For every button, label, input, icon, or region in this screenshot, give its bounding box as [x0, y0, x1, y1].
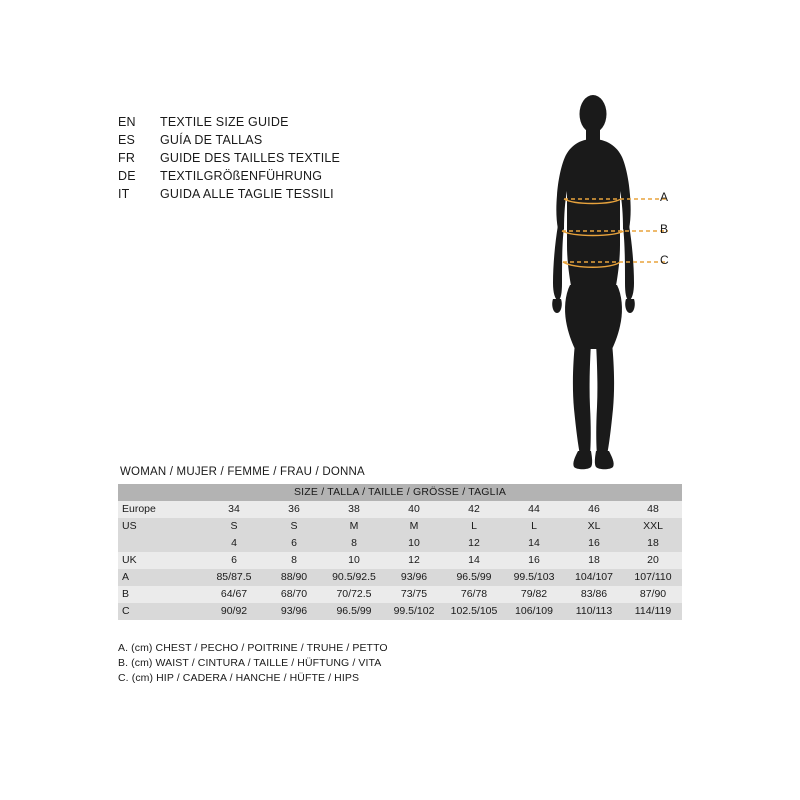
- language-row-it: [118, 185, 418, 203]
- language-row-fr: [118, 149, 418, 167]
- legend-item-a: A. (cm) CHEST / PECHO / POITRINE / TRUHE / PETTO: [118, 642, 388, 654]
- table-cell: 107/110: [634, 571, 672, 583]
- row-label: UK: [122, 554, 137, 566]
- table-row: [118, 569, 682, 586]
- table-row: [118, 501, 682, 518]
- row-label: Europe: [122, 503, 156, 515]
- table-cell: 12: [468, 537, 480, 549]
- measure-label-a: A: [660, 190, 669, 204]
- table-cell: 40: [408, 503, 420, 515]
- table-cell: 110/113: [575, 605, 613, 617]
- table-cell: 96.5/99: [456, 571, 492, 583]
- size-table: [118, 484, 682, 620]
- table-cell: 14: [468, 554, 480, 566]
- table-row: [118, 518, 682, 535]
- language-title-de: TEXTILGRÖßENFÜHRUNG: [160, 169, 323, 183]
- table-row: [118, 552, 682, 569]
- row-label: C: [122, 605, 130, 617]
- table-row: [118, 535, 682, 552]
- language-code-it: IT: [118, 187, 130, 201]
- table-band-row: [118, 484, 682, 501]
- legend-item-b: B. (cm) WAIST / CINTURA / TAILLE / HÜFTUNG / VITA: [118, 657, 382, 669]
- table-band-label: SIZE / TALLA / TAILLE / GRÖSSE / TAGLIA: [118, 484, 682, 501]
- table-cell: M: [349, 520, 359, 532]
- table-cell: 4: [231, 537, 237, 549]
- measure-label-b: B: [660, 222, 669, 236]
- table-cell: S: [290, 520, 298, 532]
- language-title-en: TEXTILE SIZE GUIDE: [160, 115, 289, 129]
- table-cell: 88/90: [280, 571, 308, 583]
- row-label: [118, 535, 204, 552]
- table-row: [118, 603, 682, 620]
- table-cell: 73/75: [400, 588, 428, 600]
- table-cell: 10: [408, 537, 420, 549]
- table-cell: 93/96: [400, 571, 428, 583]
- legend-item-c: C. (cm) HIP / CADERA / HANCHE / HÜFTE / HIPS: [118, 672, 360, 684]
- table-cell: 42: [468, 503, 480, 515]
- language-row-de: [118, 167, 418, 185]
- table-cell: 87/90: [639, 588, 667, 600]
- table-cell: 38: [348, 503, 360, 515]
- table-cell: 96.5/99: [336, 605, 372, 617]
- table-cell: M: [409, 520, 419, 532]
- language-code-es: ES: [118, 133, 136, 147]
- table-cell: 16: [528, 554, 540, 566]
- table-cell: 34: [228, 503, 240, 515]
- table-cell: 79/82: [520, 588, 548, 600]
- table-cell: 104/107: [575, 571, 613, 583]
- table-cell: 46: [588, 503, 600, 515]
- table-cell: 99.5/103: [513, 571, 555, 583]
- table-cell: XXL: [643, 520, 663, 532]
- table-cell: 16: [588, 537, 600, 549]
- row-label: US: [122, 520, 137, 532]
- table-cell: 106/109: [515, 605, 553, 617]
- row-label: A: [122, 571, 130, 583]
- language-code-fr: FR: [118, 151, 136, 165]
- language-row-en: [118, 113, 418, 131]
- table-cell: 6: [291, 537, 297, 549]
- table-cell: 44: [528, 503, 540, 515]
- table-cell: XL: [587, 520, 601, 532]
- measure-label-c: C: [660, 253, 669, 267]
- language-code-de: DE: [118, 169, 136, 183]
- language-title-fr: GUIDE DES TAILLES TEXTILE: [160, 151, 341, 165]
- measure-label-group: [660, 95, 700, 475]
- language-title-es: GUÍA DE TALLAS: [160, 133, 263, 147]
- table-cell: 8: [291, 554, 297, 566]
- language-title-it: GUIDA ALLE TAGLIE TESSILI: [160, 187, 334, 201]
- table-cell: 20: [647, 554, 659, 566]
- table-cell: L: [471, 520, 477, 532]
- table-cell: 10: [348, 554, 360, 566]
- size-guide-title-block: [118, 113, 418, 203]
- table-cell: 6: [231, 554, 237, 566]
- language-row-es: [118, 131, 418, 149]
- table-cell: 64/67: [220, 588, 248, 600]
- table-cell: 76/78: [460, 588, 488, 600]
- size-table-section: [118, 466, 682, 620]
- table-cell: 102.5/105: [450, 605, 498, 617]
- row-label: B: [122, 588, 130, 600]
- table-cell: 14: [528, 537, 540, 549]
- table-cell: 68/70: [280, 588, 308, 600]
- table-cell: 90.5/92.5: [332, 571, 376, 583]
- table-cell: 93/96: [280, 605, 308, 617]
- table-cell: L: [531, 520, 537, 532]
- measurement-legend: [118, 641, 618, 686]
- table-cell: 36: [288, 503, 300, 515]
- table-cell: 114/119: [634, 605, 672, 617]
- table-cell: 12: [408, 554, 420, 566]
- table-cell: 48: [647, 503, 659, 515]
- table-cell: 83/86: [580, 588, 608, 600]
- table-cell: 18: [588, 554, 600, 566]
- table-row: [118, 586, 682, 603]
- table-cell: 70/72.5: [336, 588, 372, 600]
- language-code-en: EN: [118, 115, 136, 129]
- table-caption: WOMAN / MUJER / FEMME / FRAU / DONNA: [120, 466, 365, 478]
- table-cell: 8: [351, 537, 357, 549]
- table-cell: 90/92: [220, 605, 248, 617]
- table-cell: 99.5/102: [393, 605, 435, 617]
- table-cell: 18: [647, 537, 659, 549]
- table-cell: 85/87.5: [216, 571, 252, 583]
- table-cell: S: [230, 520, 238, 532]
